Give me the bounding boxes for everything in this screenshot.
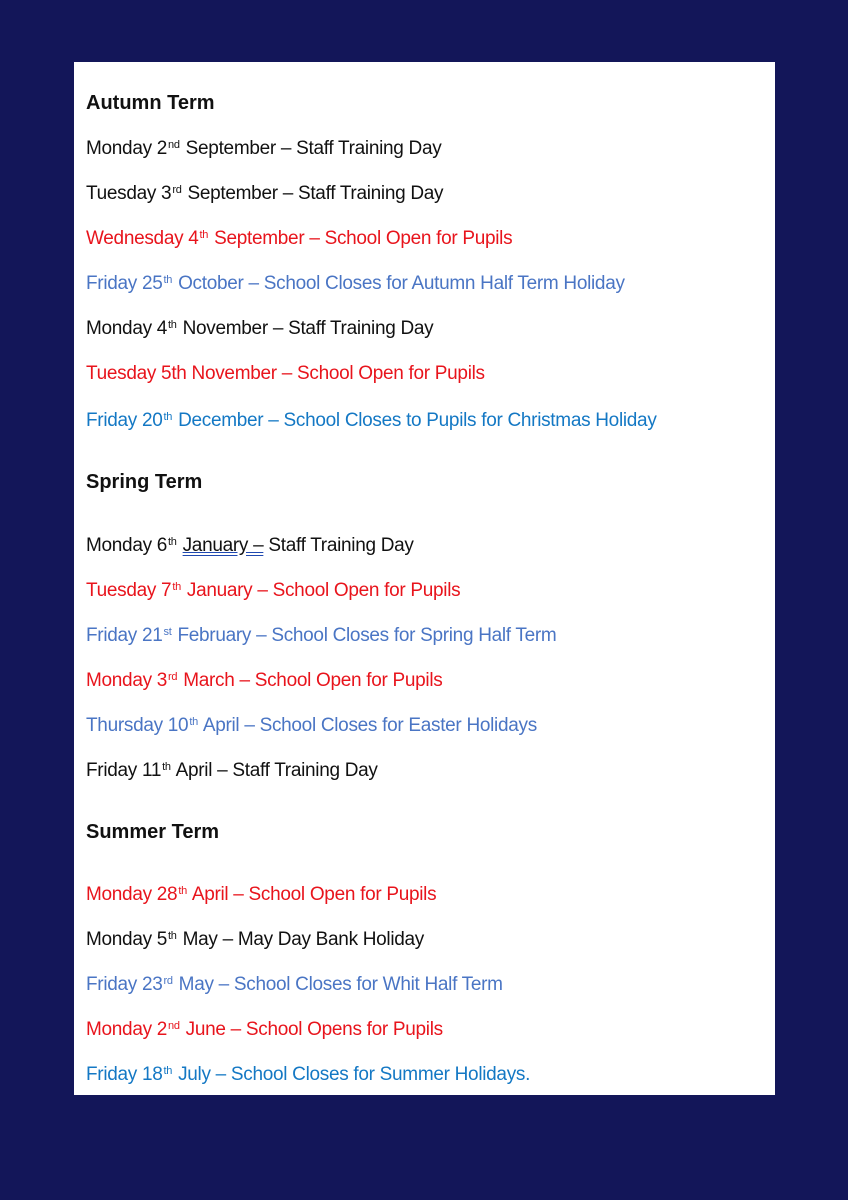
summer-entry-2: Monday 5th May – May Day Bank Holiday xyxy=(86,929,425,950)
spring-entry-1: Monday 6th January – Staff Training Day xyxy=(86,535,414,556)
spring-entry-5: Thursday 10th April – School Closes for Easter Holidays xyxy=(86,715,537,736)
spring-entry-2: Tuesday 7th January – School Open for Pupils xyxy=(86,580,461,601)
summer-entry-3: Friday 23rd May – School Closes for Whit Half Term xyxy=(86,974,503,995)
summer-entry-1: Monday 28th April – School Open for Pupils xyxy=(86,884,437,905)
summer-entry-5: Friday 18th July – School Closes for Summer Holidays. xyxy=(86,1064,531,1085)
autumn-entry-1: Monday 2nd September – Staff Training Day xyxy=(86,138,442,159)
autumn-entry-4: Friday 25th October – School Closes for Autumn Half Term Holiday xyxy=(86,273,625,294)
underlined-month: January – xyxy=(182,535,264,556)
autumn-entry-5: Monday 4th November – Staff Training Day xyxy=(86,318,434,339)
autumn-entry-2: Tuesday 3rd September – Staff Training Day xyxy=(86,183,444,204)
autumn-term-heading: Autumn Term xyxy=(86,92,215,114)
summer-term-heading: Summer Term xyxy=(86,821,220,843)
autumn-entry-6: Tuesday 5th November – School Open for Pupils xyxy=(86,363,485,384)
spring-entry-3: Friday 21st February – School Closes for Spring Half Term xyxy=(86,625,557,646)
autumn-entry-7: Friday 20th December – School Closes to Pupils for Christmas Holiday xyxy=(86,410,657,431)
summer-entry-4: Monday 2nd June – School Opens for Pupils xyxy=(86,1019,443,1040)
spring-entry-4: Monday 3rd March – School Open for Pupils xyxy=(86,670,443,691)
autumn-entry-3: Wednesday 4th September – School Open for Pupils xyxy=(86,228,513,249)
spring-term-heading: Spring Term xyxy=(86,471,203,493)
term-dates-page xyxy=(74,62,775,1095)
spring-entry-6: Friday 11th April – Staff Training Day xyxy=(86,760,378,781)
